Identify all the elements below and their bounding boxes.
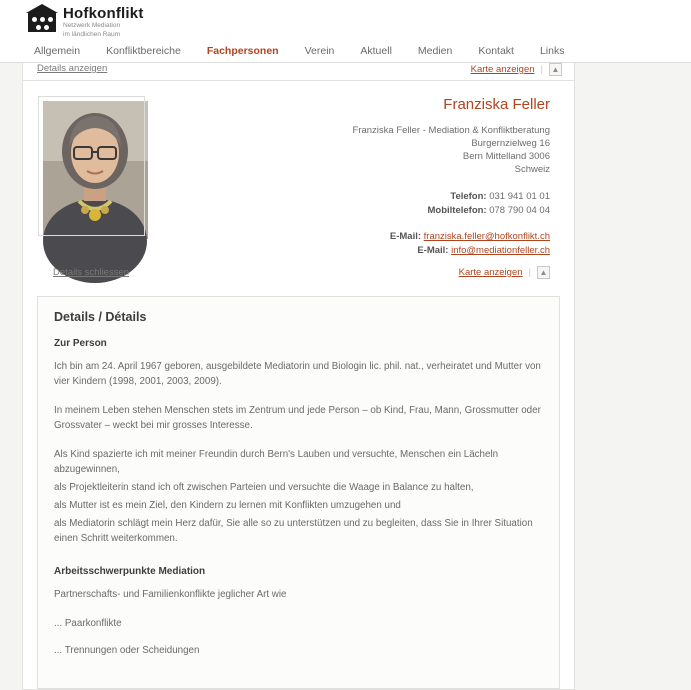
nav-item-fachpersonen[interactable]: Fachpersonen (206, 44, 279, 57)
nav-item-allgemein[interactable]: Allgemein (34, 44, 81, 57)
person-role: Franziska Feller - Mediation & Konfliktberatung (352, 125, 550, 136)
person-phone-label: Telefon: (450, 191, 487, 202)
site-header (0, 0, 691, 38)
previous-entry-actions (471, 63, 562, 76)
list-item: ... Paarkonflikte (54, 618, 122, 629)
person-card (23, 81, 574, 292)
person-card-actions (459, 266, 550, 279)
logo-subtitle-line1: Netzwerk Mediation (63, 22, 121, 29)
nav-item-kontakt[interactable]: Kontakt (478, 44, 514, 57)
previous-entry-separator: | (540, 64, 543, 75)
list-item: ... Trennungen oder Scheidungen (54, 645, 200, 656)
zur-person-line-3: als Mutter ist es mein Ziel, den Kindern zu lernen mit Konflikten umzugehen und (54, 500, 401, 511)
nav-list (26, 38, 577, 63)
person-phone-value: 031 941 01 01 (489, 191, 550, 202)
person-map-link[interactable]: Karte anzeigen (458, 267, 523, 278)
nav-item-aktuell[interactable]: Aktuell (360, 44, 392, 57)
page-title: Franziska Feller (443, 96, 550, 113)
avatar (39, 97, 144, 235)
person-actions-separator: | (528, 267, 531, 278)
zur-person-line-4: als Mediatorin schlägt mein Herz dafür, Sie alle so zu unterstützen und zu begleiten, dass Sie in Ihrer Situation einen Schritt weiterkommen. (54, 518, 533, 544)
details-panel (37, 296, 560, 689)
collapse-arrow-icon[interactable]: ▲ (537, 266, 550, 279)
site-logo[interactable] (26, 2, 144, 39)
section-heading-arbeitsschwerpunkte: Arbeitsschwerpunkte Mediation (54, 566, 206, 577)
zur-person-paragraph-1: Ich bin am 24. April 1967 geboren, ausgebildete Mediatorin und Biologin lic. phil. nat., verheiratet und Mutter von vier Kindern (1998, 2001, 2003, 2009). (54, 361, 541, 387)
previous-entry-map-link[interactable]: Karte anzeigen (470, 64, 535, 75)
zur-person-line-2: als Projektleiterin stand ich oft zwischen Parteien und versuchte die Waage in Balance zu halten, (54, 482, 474, 493)
page-gutter (575, 63, 691, 550)
logo-title: Hofkonflikt (63, 5, 144, 22)
person-email-link-1[interactable]: franziska.feller@hofkonflikt.ch (423, 231, 550, 242)
nav-item-links[interactable]: Links (539, 44, 565, 57)
logo-text (63, 2, 144, 39)
main-navigation (0, 38, 691, 63)
nav-item-medien[interactable]: Medien (417, 44, 453, 57)
person-mobile-label: Mobiltelefon: (427, 205, 487, 216)
details-close-link[interactable]: Details schliessen (53, 267, 130, 278)
zur-person-paragraph-2: In meinem Leben stehen Menschen stets im Zentrum und jede Person – ob Kind, Frau, Mann, Grossmutter oder Grossvater – weckt bei mir grosses Interesse. (54, 405, 541, 431)
details-panel-title: Details / Détails (54, 310, 147, 324)
person-mobile-value: 078 790 04 04 (489, 205, 550, 216)
farmhouse-logo-icon (26, 2, 58, 34)
section-heading-zur-person: Zur Person (54, 338, 107, 349)
person-email-label-1: E-Mail: (389, 231, 422, 242)
person-address-line-3: Schweiz (514, 164, 550, 175)
content-column (22, 63, 575, 690)
person-address-line-1: Burgernzielweg 16 (471, 138, 550, 149)
page-body (0, 63, 691, 656)
previous-entry-details-link[interactable]: Details anzeigen (37, 63, 108, 74)
zur-person-line-1: Als Kind spazierte ich mit meiner Freundin durch Bern's Lauben und versuchte, Menschen ein Lächeln abzugewinnen, (54, 449, 499, 475)
person-email-label-2: E-Mail: (417, 245, 449, 256)
previous-entry-row (23, 63, 574, 81)
collapse-arrow-icon[interactable]: ▲ (549, 63, 562, 76)
logo-subtitle-line2: im ländlichen Raum (63, 31, 121, 38)
portrait-photo (43, 101, 148, 239)
nav-item-konfliktbereiche[interactable]: Konfliktbereiche (106, 44, 181, 57)
arbeitsschwerpunkte-paragraph-1: Partnerschafts- und Familienkonflikte jeglicher Art wie (54, 589, 287, 600)
person-address-line-2: Bern Mittelland 3006 (462, 151, 550, 162)
nav-item-verein[interactable]: Verein (304, 44, 335, 57)
person-email-link-2[interactable]: info@mediationfeller.ch (451, 245, 550, 256)
person-card-footer (37, 264, 560, 286)
